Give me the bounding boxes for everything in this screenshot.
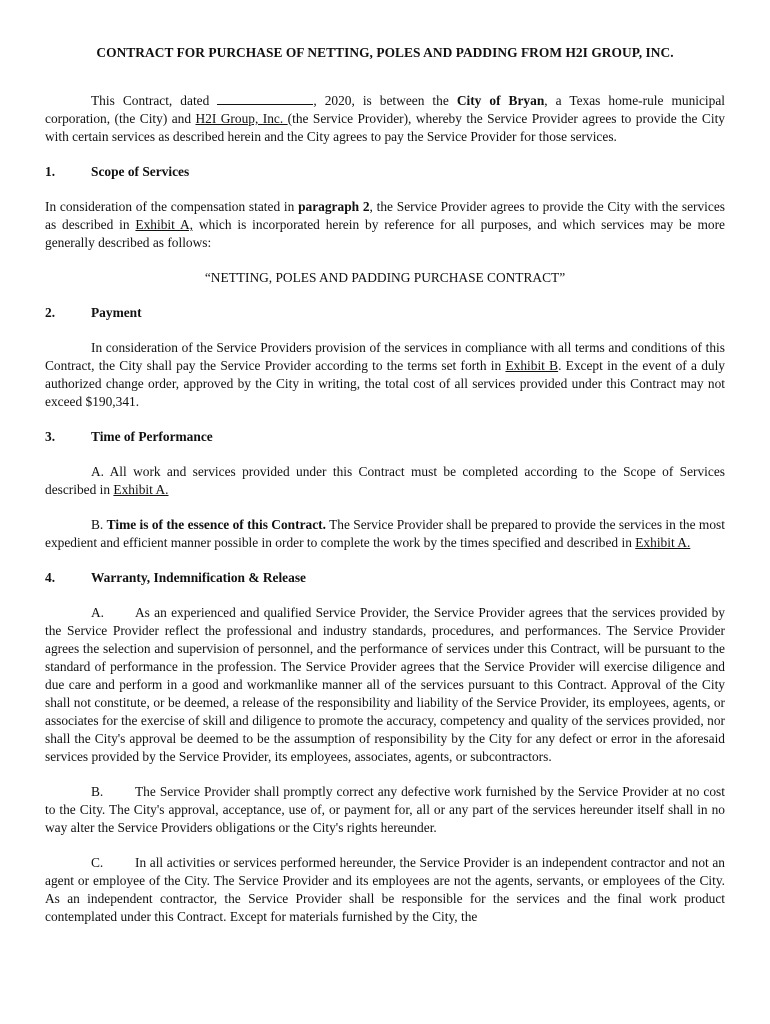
warranty-paragraph-c [45, 854, 725, 926]
subsection-label: C. [91, 855, 104, 870]
exhibit-b-reference: Exhibit B [505, 358, 559, 373]
scope-paragraph [45, 198, 725, 252]
payment-text-1: In consideration of the Service Providers provision of the services in compliance with all terms and conditions of this Contract, the City shall pay the Service Provider according to the terms set forth in [45, 340, 725, 373]
exhibit-a-reference: Exhibit A, [135, 217, 193, 232]
scope-text-3: which is incorporated herein by reference for all purposes, and which services may be more generally described as follows: [45, 217, 725, 250]
contract-title: CONTRACT FOR PURCHASE OF NETTING, POLES AND PADDING FROM H2I GROUP, INC. [96, 45, 674, 60]
payment-text-2: . Except in the event of a duly authorized change order, approved by the City in writing, the total cost of all services provided under this Contract may not exceed $190,341. [45, 358, 726, 409]
city-name: City of Bryan [456, 93, 545, 108]
intro-paragraph [45, 92, 725, 146]
provider-name: H2I Group, Inc. [195, 111, 288, 126]
section-number: 4. [45, 570, 56, 585]
section-2-heading [45, 304, 725, 322]
performance-a-text: A. All work and services provided under this Contract must be completed according to the Scope of Services described in [45, 464, 725, 497]
exhibit-a-reference: Exhibit A. [635, 535, 691, 550]
warranty-b-text: The Service Provider shall promptly correct any defective work furnished by the Service Provider at no cost to the City. The City's approval, acceptance, use of, or payment for, all or any part of the services hereunder itself shall in no way alter the Service Providers obligations or the City's rights hereunder. [45, 784, 725, 835]
subsection-label: B. [91, 784, 104, 799]
section-number: 2. [45, 305, 56, 320]
date-blank-line[interactable] [217, 92, 313, 105]
warranty-paragraph-a [45, 604, 725, 766]
paragraph-reference: paragraph 2 [298, 199, 370, 214]
intro-text-4: (the Service Provider), whereby the Service Provider agrees to provide the City with certain services as described herein and the City agrees to pay the Service Provider for those services. [45, 111, 725, 144]
warranty-paragraph-b [45, 783, 725, 837]
contract-name-quote: “NETTING, POLES AND PADDING PURCHASE CONTRACT” [204, 270, 566, 285]
section-4-heading [45, 569, 725, 587]
subsection-label: B. [91, 517, 107, 532]
performance-paragraph-a [45, 463, 725, 499]
exhibit-a-reference: Exhibit A. [113, 482, 169, 497]
performance-paragraph-b [45, 516, 725, 552]
performance-b-text: The Service Provider shall be prepared to provide the services in the most expedient and efficient manner possible in order to complete the work by the times specified and described in [45, 517, 725, 550]
scope-text-2: , the Service Provider agrees to provide the City with the services as described in [45, 199, 725, 232]
section-1-heading [45, 163, 725, 181]
intro-text-2: , 2020, is between the [313, 93, 457, 108]
section-title: Payment [91, 305, 142, 320]
payment-paragraph [45, 339, 725, 411]
section-title: Time of Performance [91, 429, 213, 444]
intro-text-3: , a Texas home-rule municipal corporation, (the City) and [45, 93, 726, 126]
warranty-a-text: As an experienced and qualified Service Provider, the Service Provider agrees that the services provided by the Service Provider reflect the professional and industry standards, procedures, and performances. The Service Provider agrees the selection and supervision of personnel, and the performance of services under this Contract, will be pursuant to the standard of performance in the profession. The Service Provider agrees that the Service Provider will exercise diligence and due care and perform in a good and workmanlike manner all of the services pursuant to this Contract. Approval of the City shall not constitute, or be deemed, a release of the responsibility and liability of the Service Provider, its employees, agents, or associates for the exercise of skill and diligence to promote the accuracy, competency and quality of the services provided, nor shall the City's approval be deemed to be the assumption of responsibility by the City for any defect or error in the aforesaid services provided by the Service Provider, its employees, associates, agents, or subcontractors. [45, 605, 725, 764]
time-essence-clause: Time is of the essence of this Contract. [106, 517, 326, 532]
subsection-label: A. [91, 605, 105, 620]
section-title: Scope of Services [91, 164, 190, 179]
intro-text-1: This Contract, dated [91, 93, 218, 108]
section-3-heading [45, 428, 725, 446]
scope-text-1: In consideration of the compensation stated in [45, 199, 299, 214]
warranty-c-text: In all activities or services performed hereunder, the Service Provider is an independent contractor and not an agent or employee of the City. The Service Provider and its employees are not the agents, servants, or employees of the City. As an independent contractor, the Service Provider shall be responsible for the services and the final work product contemplated under this Contract. Except for materials furnished by the City, the [45, 855, 725, 924]
section-number: 3. [45, 429, 56, 444]
section-number: 1. [45, 164, 56, 179]
section-title: Warranty, Indemnification & Release [91, 570, 306, 585]
